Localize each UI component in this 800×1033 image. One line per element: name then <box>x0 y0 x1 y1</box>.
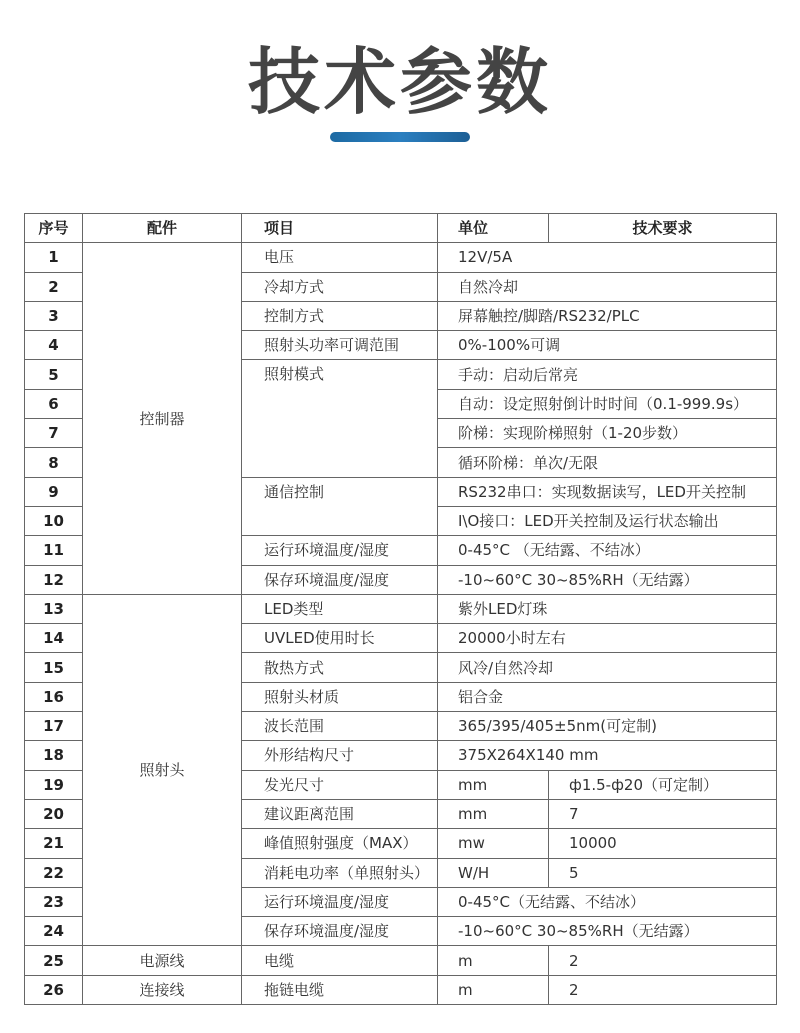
row-unit: mm <box>438 799 549 828</box>
row-value: 5 <box>549 858 777 887</box>
row-item: 消耗电功率（单照射头） <box>242 858 438 887</box>
row-item: 运行环境温度/湿度 <box>242 887 438 916</box>
row-value: 365/395/405±5nm(可定制) <box>438 712 777 741</box>
row-index: 8 <box>25 448 83 477</box>
row-value: 自动：设定照射倒计时时间（0.1-999.9s） <box>438 389 777 418</box>
row-index: 26 <box>25 975 83 1004</box>
row-index: 20 <box>25 799 83 828</box>
group-lamp-head: 照射头 <box>83 594 242 946</box>
table-row <box>25 594 777 623</box>
row-value: 12V/5A <box>438 243 777 272</box>
row-item: 发光尺寸 <box>242 770 438 799</box>
header-index: 序号 <box>25 214 83 243</box>
row-index: 17 <box>25 712 83 741</box>
header-item: 项目 <box>242 214 438 243</box>
row-item: LED类型 <box>242 594 438 623</box>
row-value: 0%-100%可调 <box>438 331 777 360</box>
row-unit: W/H <box>438 858 549 887</box>
row-item: UVLED使用时长 <box>242 624 438 653</box>
title-underline-bar <box>330 132 470 142</box>
row-value: -10~60°C 30~85%RH（无结露） <box>438 917 777 946</box>
row-value: 375X264X140 mm <box>438 741 777 770</box>
row-index: 23 <box>25 887 83 916</box>
row-item: 建议距离范围 <box>242 799 438 828</box>
row-value: I\O接口：LED开关控制及运行状态输出 <box>438 506 777 535</box>
row-value: 0-45°C（无结露、不结冰） <box>438 887 777 916</box>
row-value: 0-45°C （无结露、不结冰） <box>438 536 777 565</box>
row-index: 7 <box>25 419 83 448</box>
row-unit: m <box>438 975 549 1004</box>
row-item: 外形结构尺寸 <box>242 741 438 770</box>
row-item: 峰值照射强度（MAX） <box>242 829 438 858</box>
row-item: 通信控制 <box>242 477 438 536</box>
row-value: 10000 <box>549 829 777 858</box>
row-value: 循环阶梯：单次/无限 <box>438 448 777 477</box>
row-value: 2 <box>549 946 777 975</box>
row-item: 照射模式 <box>242 360 438 477</box>
row-index: 3 <box>25 301 83 330</box>
row-item: 照射头功率可调范围 <box>242 331 438 360</box>
row-index: 14 <box>25 624 83 653</box>
row-index: 25 <box>25 946 83 975</box>
row-item: 波长范围 <box>242 712 438 741</box>
row-index: 5 <box>25 360 83 389</box>
row-unit: mm <box>438 770 549 799</box>
row-value: 铝合金 <box>438 682 777 711</box>
row-index: 11 <box>25 536 83 565</box>
row-value: 2 <box>549 975 777 1004</box>
row-item: 冷却方式 <box>242 272 438 301</box>
row-item: 运行环境温度/湿度 <box>242 536 438 565</box>
row-item: 保存环境温度/湿度 <box>242 917 438 946</box>
row-value: 自然冷却 <box>438 272 777 301</box>
row-index: 24 <box>25 917 83 946</box>
group-connect-cable: 连接线 <box>83 975 242 1004</box>
table-header-row <box>25 214 777 243</box>
row-index: 19 <box>25 770 83 799</box>
table-row <box>25 946 777 975</box>
row-index: 22 <box>25 858 83 887</box>
table-row <box>25 243 777 272</box>
group-power-cable: 电源线 <box>83 946 242 975</box>
row-index: 16 <box>25 682 83 711</box>
row-value: -10~60°C 30~85%RH（无结露） <box>438 565 777 594</box>
row-value: 手动：启动后常亮 <box>438 360 777 389</box>
row-item: 散热方式 <box>242 653 438 682</box>
row-index: 18 <box>25 741 83 770</box>
row-item: 拖链电缆 <box>242 975 438 1004</box>
header-part: 配件 <box>83 214 242 243</box>
row-value: 阶梯：实现阶梯照射（1-20步数） <box>438 419 777 448</box>
row-index: 21 <box>25 829 83 858</box>
page-title: 技术参数 <box>247 40 552 124</box>
row-value: 风冷/自然冷却 <box>438 653 777 682</box>
row-unit: mw <box>438 829 549 858</box>
spec-table <box>24 213 777 1005</box>
row-item: 保存环境温度/湿度 <box>242 565 438 594</box>
header-requirement: 技术要求 <box>549 214 777 243</box>
row-value: 屏幕触控/脚踏/RS232/PLC <box>438 301 777 330</box>
row-value: ф1.5-ф20（可定制） <box>549 770 777 799</box>
row-value: 20000小时左右 <box>438 624 777 653</box>
row-index: 12 <box>25 565 83 594</box>
header-unit: 单位 <box>438 214 549 243</box>
table-row <box>25 975 777 1004</box>
row-index: 9 <box>25 477 83 506</box>
row-index: 15 <box>25 653 83 682</box>
row-index: 13 <box>25 594 83 623</box>
row-value: RS232串口：实现数据读写，LED开关控制 <box>438 477 777 506</box>
group-controller: 控制器 <box>83 243 242 595</box>
row-index: 6 <box>25 389 83 418</box>
row-item: 照射头材质 <box>242 682 438 711</box>
row-index: 10 <box>25 506 83 535</box>
row-item: 电压 <box>242 243 438 272</box>
row-index: 1 <box>25 243 83 272</box>
row-item: 电缆 <box>242 946 438 975</box>
row-item: 控制方式 <box>242 301 438 330</box>
row-index: 2 <box>25 272 83 301</box>
row-index: 4 <box>25 331 83 360</box>
row-unit: m <box>438 946 549 975</box>
row-value: 紫外LED灯珠 <box>438 594 777 623</box>
row-value: 7 <box>549 799 777 828</box>
